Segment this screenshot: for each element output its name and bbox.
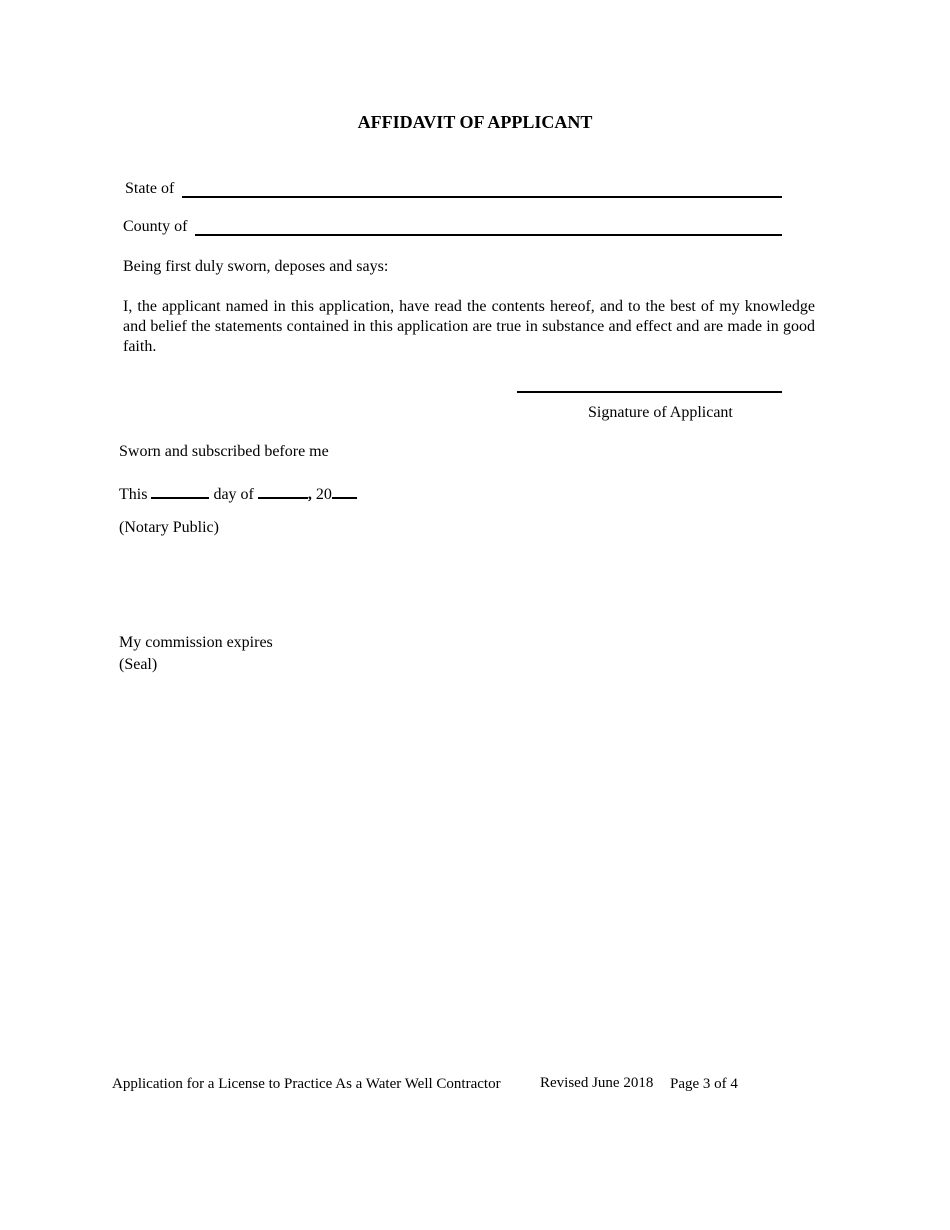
footer-form-name: Application for a License to Practice As a Water Well Contractor [112, 1076, 501, 1092]
statement-paragraph: I, the applicant named in this application, have read the contents hereof, and to the best of my knowledge and belief the statements contained in this application are true in substance and effect and are made in good faith. [123, 298, 815, 355]
month-field[interactable] [258, 481, 308, 499]
footer-revision: Revised June 2018 [540, 1075, 654, 1091]
sworn-intro: Being first duly sworn, deposes and says: [123, 258, 389, 275]
state-field[interactable] [182, 196, 782, 198]
day-field[interactable] [151, 481, 209, 499]
signature-label: Signature of Applicant [588, 404, 733, 421]
sworn-before-label: Sworn and subscribed before me [119, 443, 329, 460]
date-this-label: This [119, 486, 148, 503]
date-day-of-label: day of [213, 486, 254, 503]
year-field[interactable] [332, 481, 357, 499]
footer-page-number: Page 3 of 4 [670, 1076, 738, 1092]
county-label: County of [123, 218, 188, 235]
date-year-prefix: 20 [315, 486, 332, 503]
commission-label: My commission expires [119, 634, 273, 651]
state-label: State of [125, 180, 175, 197]
signature-field[interactable] [517, 391, 782, 393]
date-line [119, 481, 357, 504]
date-comma: , [307, 486, 312, 503]
county-field[interactable] [195, 234, 782, 236]
notary-label: (Notary Public) [119, 519, 219, 536]
page-title: AFFIDAVIT OF APPLICANT [357, 112, 593, 132]
seal-label: (Seal) [119, 656, 158, 673]
